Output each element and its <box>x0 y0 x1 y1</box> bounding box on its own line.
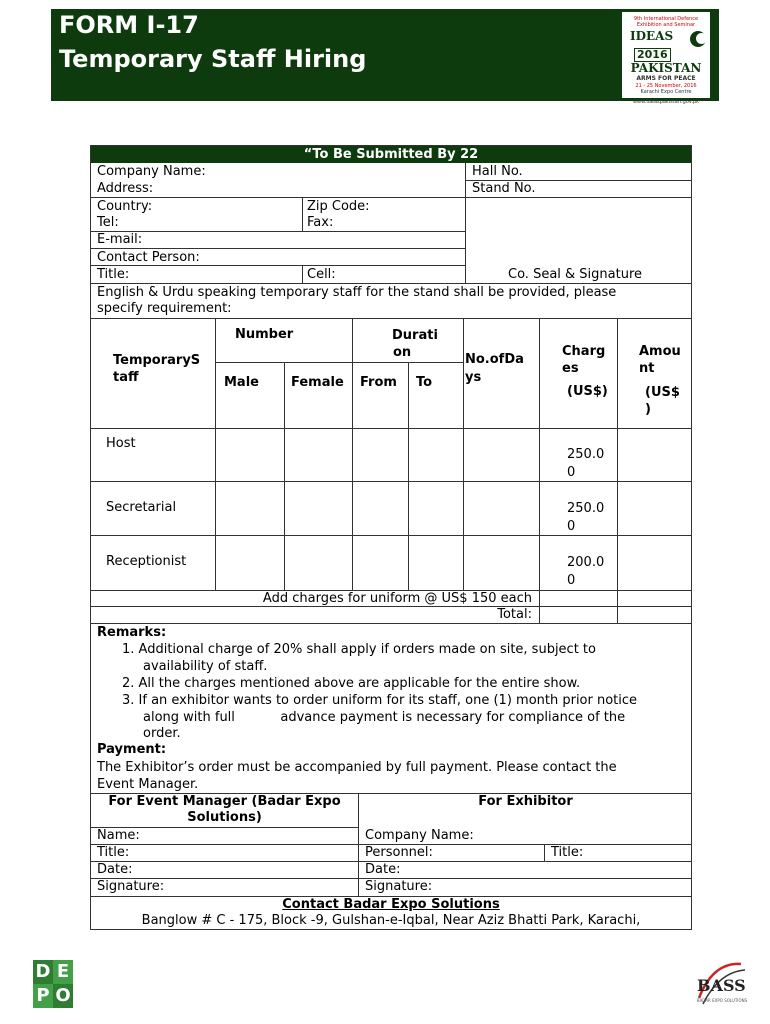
divider <box>302 197 303 231</box>
em-signature-label: Signature: <box>97 879 165 894</box>
days-header-2: ys <box>465 370 482 385</box>
remark-3c: order. <box>143 726 181 741</box>
amount-header-2: nt <box>639 361 655 376</box>
logo-url: www.ideaspakistan.gov.pk <box>632 99 700 105</box>
staff-header-2: taff <box>113 370 139 385</box>
row-secretarial-charge-1: 250.0 <box>567 501 605 516</box>
row-host-charge-1: 250.0 <box>567 447 605 462</box>
event-manager-heading-2: Solutions) <box>187 810 262 825</box>
seal-label: Co. Seal & Signature <box>508 267 643 282</box>
remark-1a: 1. Additional charge of 20% shall apply if orders made on site, subject to <box>122 642 596 657</box>
tel-label: Tel: <box>97 215 119 230</box>
remark-3b: along with full advance payment is necessary for compliance of the <box>143 710 626 725</box>
hall-label: Hall No. <box>472 164 523 179</box>
charges-header-2: es <box>562 361 579 376</box>
logo-venue: Karachi Expo Centre <box>640 89 692 95</box>
male-header: Male <box>224 375 259 390</box>
depo-logo <box>33 960 73 1008</box>
logo-ideas: IDEAS <box>630 29 674 43</box>
title-label: Title: <box>97 267 130 282</box>
logo-line1: 9th International Defence <box>633 16 699 22</box>
exhibitor-heading: For Exhibitor <box>478 794 573 809</box>
logo-line2: Exhibition and Seminar <box>636 22 696 28</box>
divider <box>90 197 692 198</box>
row-receptionist-charge-2: 0 <box>567 573 576 588</box>
depo-letter-o: O <box>53 984 73 1008</box>
remarks-heading: Remarks: <box>97 625 167 640</box>
form-header <box>51 9 719 105</box>
divider <box>90 428 692 429</box>
contact-heading: Contact Badar Expo Solutions <box>282 897 500 912</box>
divider <box>90 231 465 232</box>
divider <box>90 623 692 624</box>
bass-subtext: BADAR EXPO SOLUTIONS <box>696 998 748 1003</box>
logo-pakistan: PAKISTAN <box>630 61 702 75</box>
payment-text-1: The Exhibitor’s order must be accompanied by full payment. Please contact the <box>97 760 617 775</box>
country-label: Country: <box>97 199 153 214</box>
to-header: To <box>416 375 433 390</box>
divider <box>90 481 692 482</box>
divider <box>90 844 358 845</box>
row-receptionist-charge-1: 200.0 <box>567 555 605 570</box>
divider <box>617 318 618 623</box>
ex-signature-label: Signature: <box>365 879 433 894</box>
form-title: Temporary Staff Hiring <box>59 45 367 73</box>
cell-label: Cell: <box>307 267 336 282</box>
from-header: From <box>360 375 397 390</box>
divider <box>215 318 216 590</box>
logo-dates: 21 - 25 November, 2016 <box>635 83 697 89</box>
bass-text: BASS <box>697 976 746 995</box>
zip-label: Zip Code: <box>307 199 370 214</box>
company-name-label: Company Name: <box>97 164 206 179</box>
divider <box>302 265 303 283</box>
divider <box>358 861 692 862</box>
row-secretarial-charge-2: 0 <box>567 519 576 534</box>
em-date-label: Date: <box>97 862 133 877</box>
em-title-label: Title: <box>97 845 130 860</box>
fax-label: Fax: <box>307 215 334 230</box>
submit-banner-sup: nd <box>385 162 397 172</box>
staff-header-1: TemporaryS <box>113 353 201 368</box>
duration-header-1: Durati <box>392 328 438 343</box>
form-number: FORM I-17 <box>59 11 199 39</box>
divider <box>544 844 545 861</box>
divider <box>408 362 409 590</box>
ex-company-label: Company Name: <box>365 828 474 843</box>
divider <box>539 318 540 623</box>
depo-letter-p: P <box>33 984 53 1008</box>
requirement-text-1: English & Urdu speaking temporary staff for the stand shall be provided, please <box>97 285 617 300</box>
amount-header-1: Amou <box>639 344 681 359</box>
logo-year: 2016 <box>634 48 671 62</box>
requirement-text-2: specify requirement: <box>97 301 232 316</box>
days-header-1: No.ofDa <box>465 352 524 367</box>
em-name-label: Name: <box>97 828 140 843</box>
row-host-label: Host <box>106 436 136 451</box>
table-top <box>90 318 692 319</box>
divider <box>465 163 466 283</box>
duration-header-2: on <box>393 345 412 360</box>
charges-header-1: Charg <box>562 344 606 359</box>
divider <box>90 535 692 536</box>
crescent-icon <box>690 31 706 47</box>
contact-address: Banglow # C - 175, Block -9, Gulshan-e-Iqbal, Near Aziz Bhatti Park, Karachi, <box>141 913 641 928</box>
remark-1b: availability of staff. <box>143 659 268 674</box>
event-manager-heading-1: For Event Manager (Badar Expo <box>108 794 341 809</box>
remark-3a: 3. If an exhibitor wants to order uniform for its staff, one (1) month prior notice <box>122 693 638 708</box>
ex-date-label: Date: <box>365 862 401 877</box>
amount-header-4: ) <box>645 402 651 417</box>
submit-banner-rest: October, 2016” <box>335 181 447 196</box>
stand-label: Stand No. <box>472 181 536 196</box>
logo-tagline: ARMS FOR PEACE <box>636 75 696 82</box>
depo-letter-e: E <box>53 960 73 984</box>
email-label: E-mail: <box>97 232 143 247</box>
depo-letter-d: D <box>33 960 53 984</box>
total-label: Total: <box>497 607 532 622</box>
ideas-logo <box>622 12 710 105</box>
submit-banner-text: “To Be Submitted By 22 <box>303 147 479 162</box>
amount-header-3: (US$ <box>645 385 680 400</box>
row-receptionist-label: Receptionist <box>106 554 187 569</box>
row-secretarial-label: Secretarial <box>106 500 177 515</box>
charges-header-3: (US$) <box>567 384 608 399</box>
contact-person-label: Contact Person: <box>97 250 200 265</box>
payment-heading: Payment: <box>97 742 167 757</box>
divider <box>284 362 285 590</box>
number-header: Number <box>235 327 294 342</box>
payment-text-2: Event Manager. <box>97 777 199 792</box>
uniform-note: Add charges for uniform @ US$ 150 each <box>262 591 532 606</box>
ex-personnel-label: Personnel: <box>365 845 433 860</box>
divider <box>215 362 463 363</box>
female-header: Female <box>291 375 344 390</box>
remark-2: 2. All the charges mentioned above are applicable for the entire show. <box>122 676 581 691</box>
bass-logo <box>693 958 751 1012</box>
row-host-charge-2: 0 <box>567 465 576 480</box>
divider <box>463 318 464 590</box>
divider <box>352 318 353 590</box>
address-label: Address: <box>97 181 154 196</box>
ex-title-label: Title: <box>551 845 584 860</box>
